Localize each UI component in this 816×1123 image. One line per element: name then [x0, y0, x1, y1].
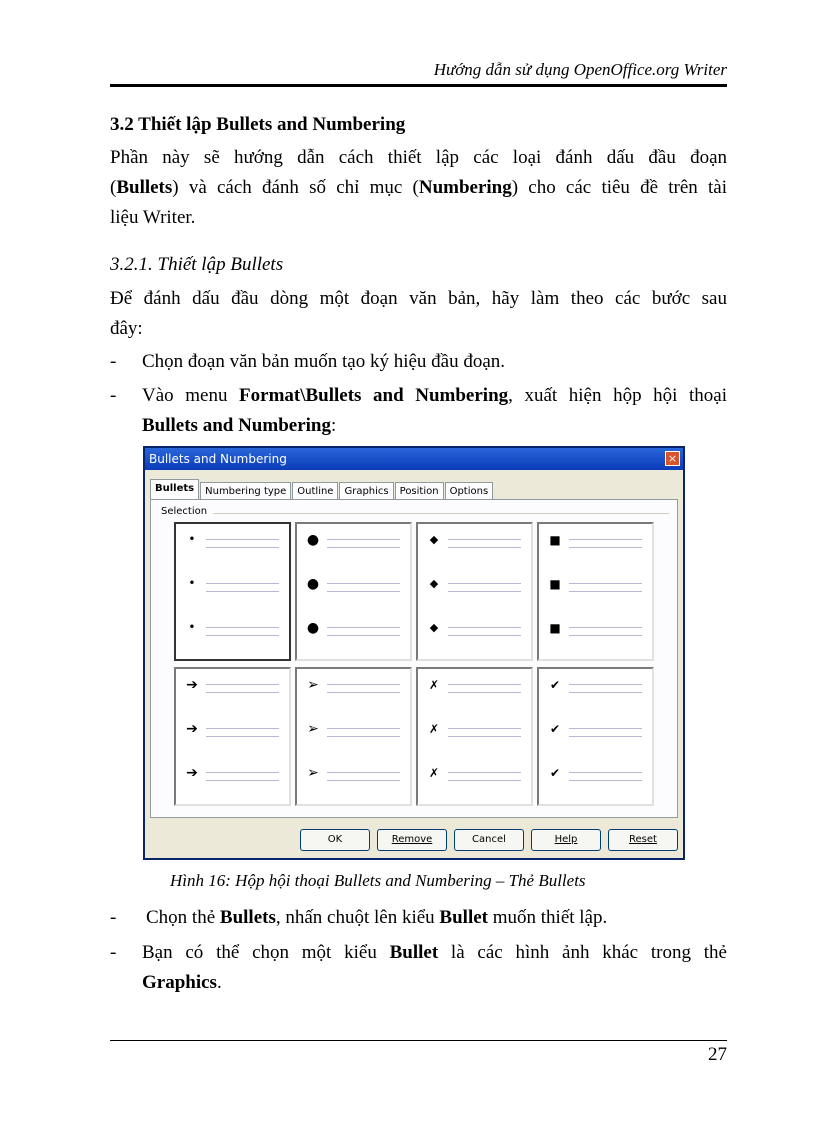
remove-button[interactable]: Remove — [377, 829, 447, 851]
large-dot-icon: ● — [306, 532, 320, 548]
bullet-style-cross[interactable] — [416, 667, 533, 806]
bullet-style-diamond[interactable] — [416, 522, 533, 661]
bullets-tab-panel — [150, 499, 678, 818]
step-text: Chọn đoạn văn bản muốn tạo ký hiệu đầu đoạn. — [142, 351, 506, 372]
tab-position[interactable]: Position — [395, 482, 444, 500]
bullet-style-square[interactable] — [537, 522, 654, 661]
step-text: Bạn có thể chọn một kiểu Bullet là các hình ảnh khác trong thẻ Graphics. — [142, 942, 727, 993]
step-dash: - — [110, 942, 117, 963]
intro-line-3: liệu Writer. — [110, 207, 196, 228]
small-dot-icon: • — [188, 578, 196, 589]
diamond-icon: ◆ — [429, 533, 439, 546]
checkmark-icon: ✔ — [549, 766, 561, 780]
tab-options[interactable]: Options — [445, 482, 494, 500]
intro-line-1: Phần này sẽ hướng dẫn cách thiết lập các loại đánh dấu đầu đoạn — [110, 147, 727, 168]
arrow-icon: ➔ — [186, 765, 198, 781]
step-dash: - — [110, 385, 117, 406]
subsection-line-2: đây: — [110, 318, 143, 339]
bullet-style-arrow[interactable] — [174, 667, 291, 806]
selection-divider — [213, 513, 669, 514]
arrow-icon: ➔ — [186, 677, 198, 693]
step-text: Vào menu Format\Bullets and Numbering, xuất hiện hộp hội thoại Bullets and Numbering: — [142, 385, 727, 436]
selection-label: Selection — [161, 506, 210, 517]
tab-graphics[interactable]: Graphics — [339, 482, 393, 500]
large-dot-icon: ● — [306, 576, 320, 592]
dialog-title: Bullets and Numbering — [149, 452, 287, 466]
subsection-paragraph — [110, 284, 727, 344]
page-number: 27 — [708, 1044, 727, 1065]
step-dash: - — [110, 351, 117, 372]
dialog-buttons — [300, 829, 685, 851]
ok-button[interactable]: OK — [300, 829, 370, 851]
large-dot-icon: ● — [306, 620, 320, 636]
bullet-style-arrowhead[interactable] — [295, 667, 412, 806]
small-dot-icon: • — [188, 534, 196, 545]
bullet-style-large-dot[interactable] — [295, 522, 412, 661]
dialog-titlebar — [145, 448, 683, 470]
arrowhead-icon: ➢ — [307, 721, 319, 737]
bullet-style-small-dot[interactable] — [174, 522, 291, 661]
footer-rule — [110, 1040, 727, 1041]
checkmark-icon: ✔ — [549, 722, 561, 736]
subsection-line-1: Để đánh dấu đầu dòng một đoạn văn bản, hãy làm theo các bước sau — [110, 288, 727, 309]
cross-icon: ✗ — [428, 678, 440, 692]
tab-outline[interactable]: Outline — [292, 482, 338, 500]
reset-button[interactable]: Reset — [608, 829, 678, 851]
figure-caption: Hình 16: Hộp hội thoại Bullets and Numbering – Thẻ Bullets — [170, 871, 586, 890]
bullet-style-checkmark[interactable] — [537, 667, 654, 806]
step-dash: - — [110, 907, 117, 928]
subsection-title: 3.2.1. Thiết lập Bullets — [110, 254, 284, 275]
diamond-icon: ◆ — [429, 621, 439, 634]
help-button[interactable]: Help — [531, 829, 601, 851]
cross-icon: ✗ — [428, 766, 440, 780]
square-icon: ■ — [549, 533, 561, 547]
intro-line-2: (Bullets) và cách đánh số chỉ mục (Numbering) cho các tiêu đề trên tài — [110, 177, 728, 198]
arrow-icon: ➔ — [186, 721, 198, 737]
small-dot-icon: • — [188, 622, 196, 633]
cancel-button[interactable]: Cancel — [454, 829, 524, 851]
checkmark-icon: ✔ — [549, 678, 561, 692]
intro-paragraph — [110, 143, 727, 233]
cross-icon: ✗ — [428, 722, 440, 736]
square-icon: ■ — [549, 577, 561, 591]
tab-bullets[interactable]: Bullets — [150, 479, 199, 500]
square-icon: ■ — [549, 621, 561, 635]
header-rule — [110, 84, 727, 87]
arrowhead-icon: ➢ — [307, 765, 319, 781]
dialog-tabs — [150, 479, 494, 499]
tab-numbering-type[interactable]: Numbering type — [200, 482, 291, 500]
section-title: 3.2 Thiết lập Bullets and Numbering — [110, 114, 406, 135]
bullets-numbering-dialog — [143, 446, 685, 860]
close-icon[interactable]: × — [665, 451, 680, 466]
arrowhead-icon: ➢ — [307, 677, 319, 693]
running-header: Hướng dẫn sử dụng OpenOffice.org Writer — [433, 60, 727, 79]
step-text: Chọn thẻ Bullets, nhấn chuột lên kiểu Bullet muốn thiết lập. — [146, 907, 608, 928]
diamond-icon: ◆ — [429, 577, 439, 590]
